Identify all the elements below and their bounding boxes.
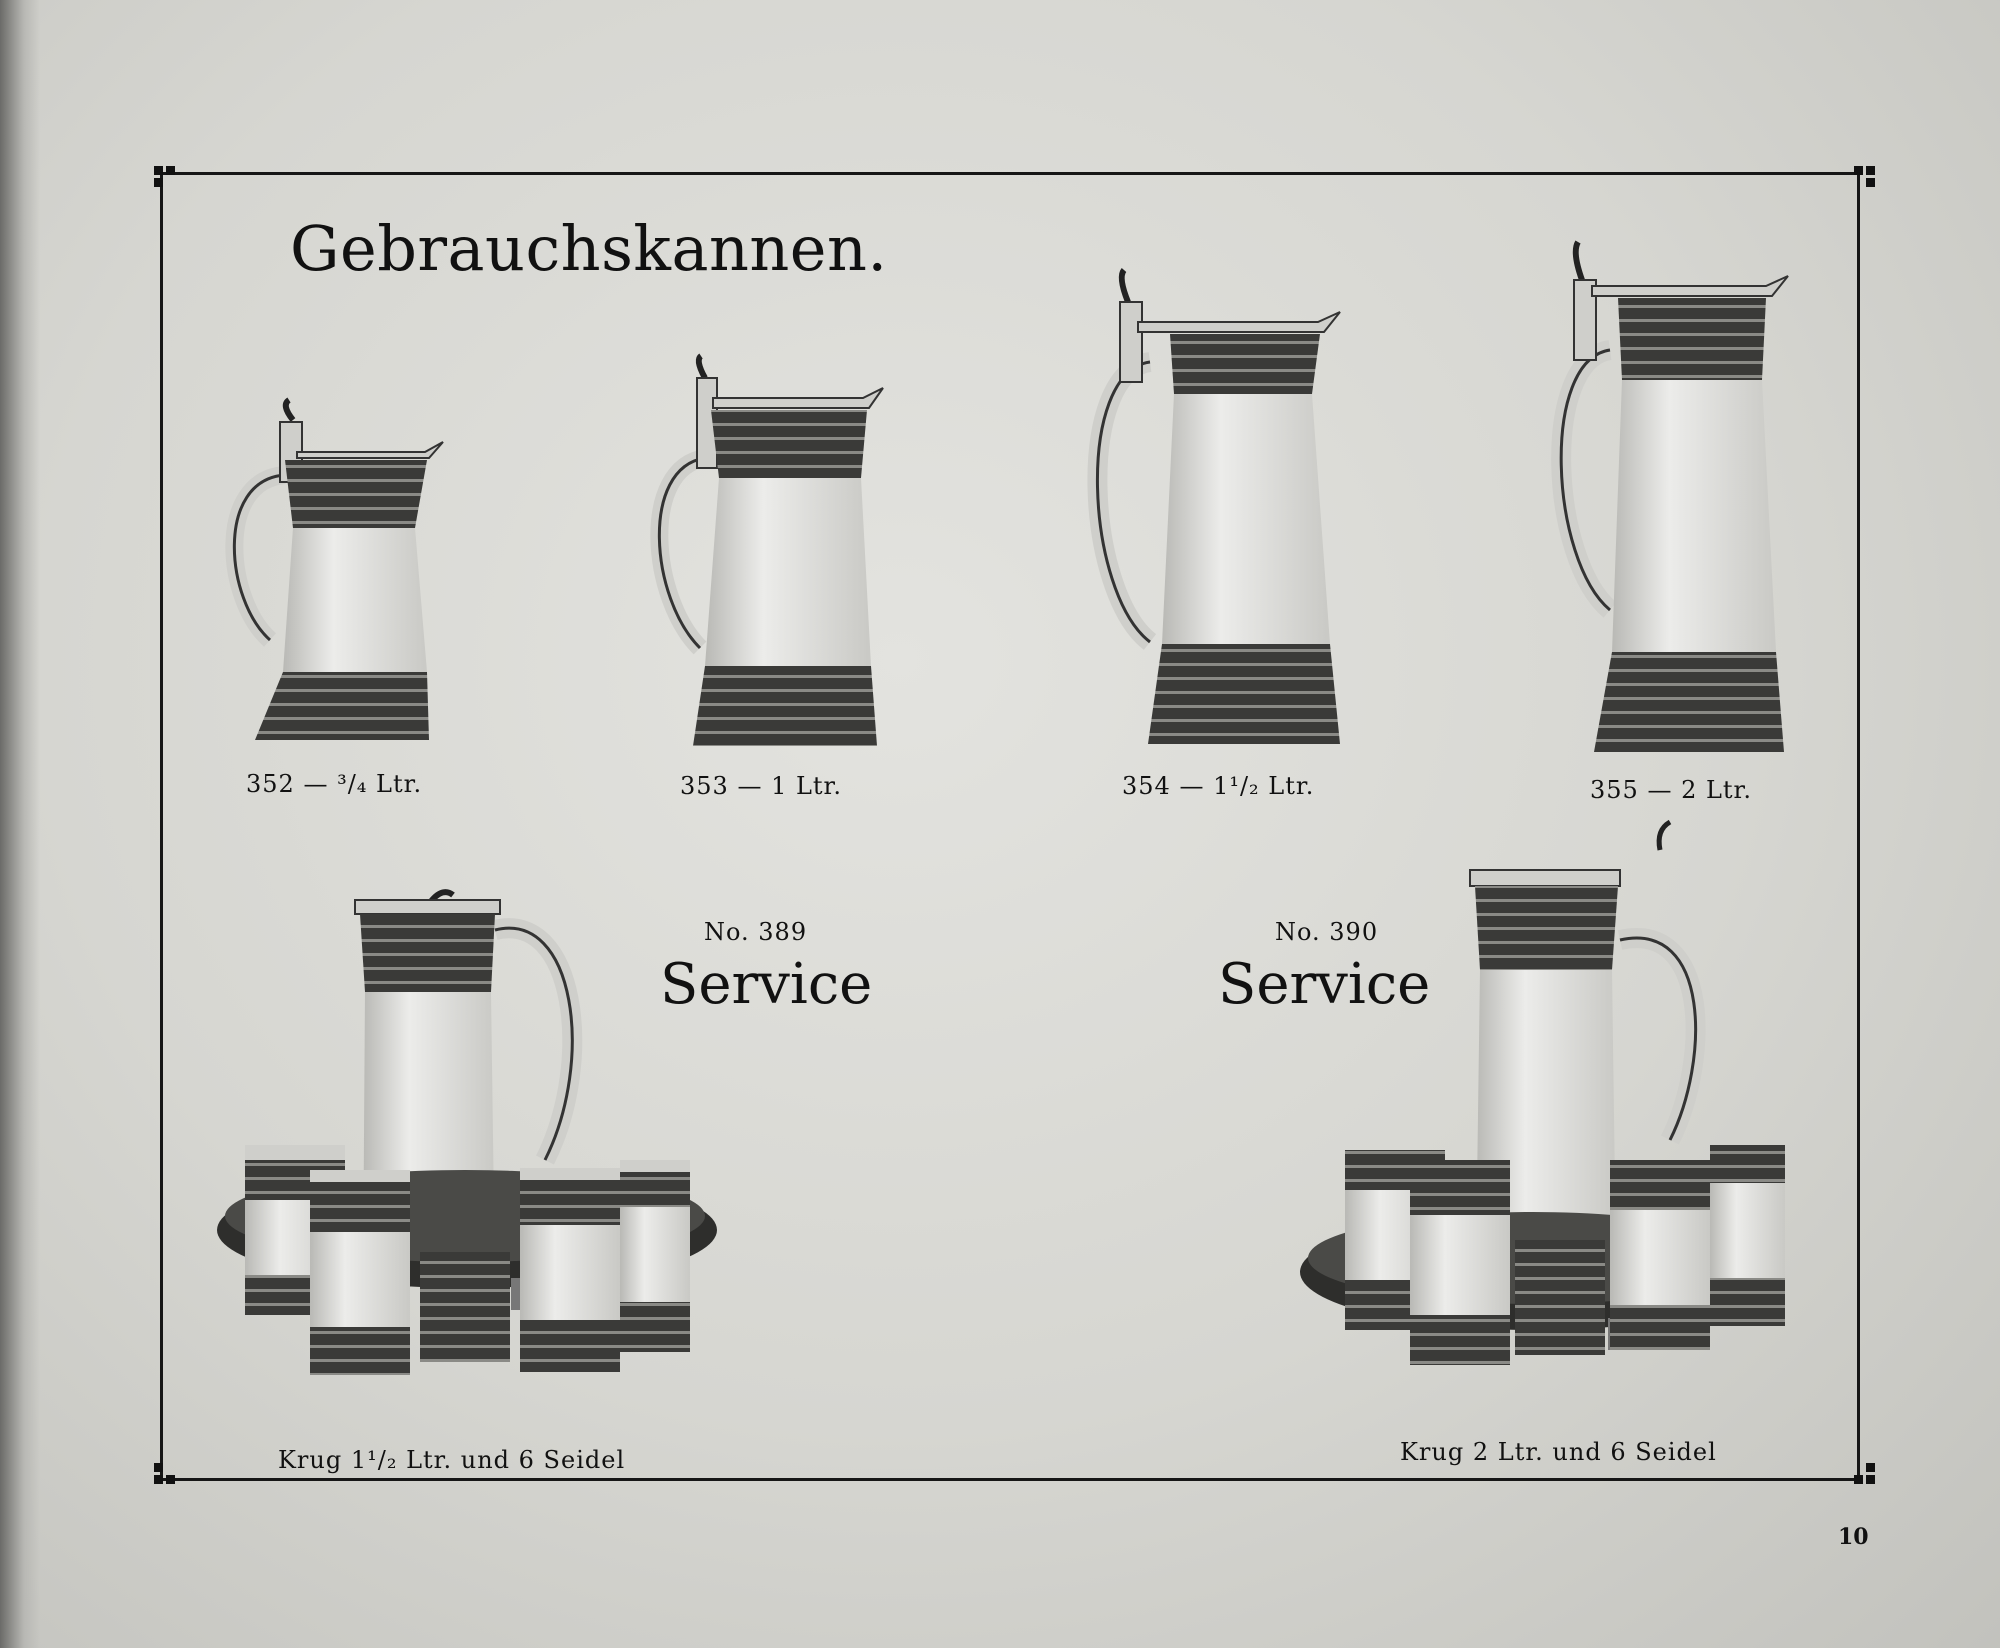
service-390-number: No. 390: [1275, 918, 1379, 946]
jug-353-illustration: [645, 358, 890, 753]
jug-352-caption: 352 — ³/₄ Ltr.: [246, 770, 423, 798]
jug-353-caption: 353 — 1 Ltr.: [680, 772, 843, 800]
service-389-caption: Krug 1¹/₂ Ltr. und 6 Seidel: [278, 1446, 626, 1474]
jug-355-illustration: [1540, 240, 1795, 755]
binding-shadow: [0, 0, 40, 1648]
service-389-title: Service: [660, 952, 873, 1017]
page-heading: Gebrauchskannen.: [290, 212, 888, 285]
service-390-title: Service: [1218, 952, 1431, 1017]
jug-354-illustration: [1090, 262, 1350, 747]
jug-355-caption: 355 — 2 Ltr.: [1590, 776, 1753, 804]
page-number: 10: [1838, 1524, 1869, 1550]
jug-354-caption: 354 — 1¹/₂ Ltr.: [1122, 772, 1315, 800]
service-390-caption: Krug 2 Ltr. und 6 Seidel: [1400, 1438, 1717, 1466]
service-389-illustration: [195, 860, 735, 1430]
jug-352-illustration: [215, 400, 445, 750]
service-390-illustration: [1290, 820, 1820, 1420]
service-389-number: No. 389: [704, 918, 808, 946]
